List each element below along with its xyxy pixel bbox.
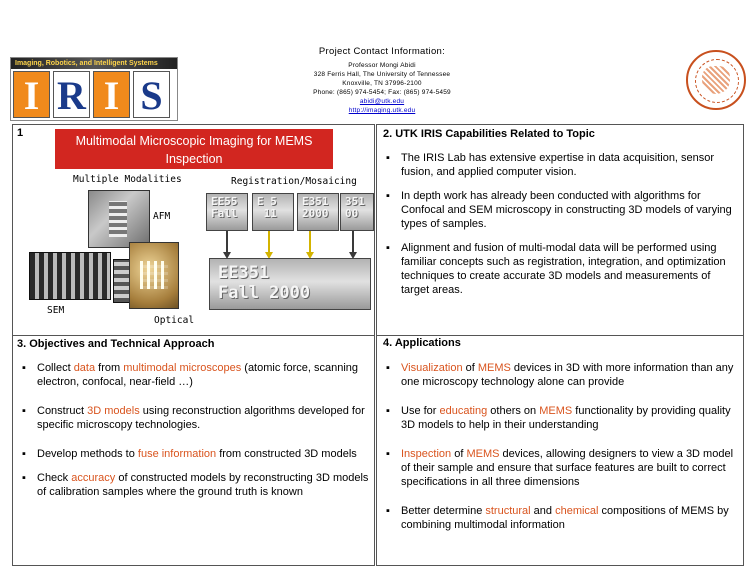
sem-comb-image <box>29 252 111 300</box>
list-item: ▪ The IRIS Lab has extensive expertise in data acquisition, sensor fusion, and applied computer vision. <box>377 151 735 179</box>
sem-mosaic-image: EE351 Fall 2000 <box>209 258 371 310</box>
contact-phone: Phone: (865) 974-5454; Fax: (865) 974-5459 <box>313 89 451 96</box>
contact-name: Professor Mongi Abidi <box>348 62 416 69</box>
section-2-title: 2. UTK IRIS Capabilities Related to Topic <box>383 128 595 140</box>
label-registration-mosaicing: Registration/Mosaicing <box>231 176 357 187</box>
seal-emblem <box>702 66 730 94</box>
afm-image <box>88 190 150 248</box>
label-afm: AFM <box>153 211 171 222</box>
list-item: ▪ Collect data from multimodal microscopes (atomic force, scanning electron, confocal, near-field …) <box>13 361 371 389</box>
section-4-title: 4. Applications <box>383 337 461 349</box>
list-item: ▪ Alignment and fusion of multi-modal data will be performed using familiar concepts such as registration, integration, and optimization techniques to create accurate 3D models and measurements of target areas. <box>377 241 735 297</box>
sem-tile-2: E 5 11 <box>252 193 294 231</box>
contact-city: Knoxville, TN 37996-2100 <box>342 80 422 87</box>
list-item: ▪ Use for educating others on MEMS functionality by providing quality 3D models to help in their understanding <box>377 404 739 432</box>
section-3-title: 3. Objectives and Technical Approach <box>17 338 215 350</box>
contact-address: 328 Ferris Hall, The University of Tennessee <box>313 71 451 78</box>
sem-tile-1: EE55 Fall <box>206 193 248 231</box>
label-sem: SEM <box>47 305 65 316</box>
list-item: ▪ Develop methods to fuse information from constructed 3D models <box>13 447 371 461</box>
iris-logo <box>10 57 178 121</box>
sem-tile-4: 351 00 <box>340 193 374 231</box>
list-item: ▪ In depth work has already been conducted with algorithms for Confocal and SEM microscopy in constructing 3D models of varying types of samples. <box>377 189 735 231</box>
logo-tagline: Imaging, Robotics, and Intelligent Systems <box>11 58 177 69</box>
sem-tile-3: E351 2000 <box>297 193 339 231</box>
logo-letter-r: R <box>53 71 90 118</box>
section-1-number: 1 <box>17 127 24 139</box>
label-optical: Optical <box>154 315 195 326</box>
section-1-panel <box>12 124 375 336</box>
logo-letter-s: S <box>133 71 170 118</box>
list-item: ▪ Better determine structural and chemical compositions of MEMS by combining multimodal information <box>377 504 739 532</box>
section-2-panel <box>376 124 744 336</box>
contact-url-link[interactable]: http://imaging.utk.edu <box>348 107 416 114</box>
section-1-banner <box>55 129 333 169</box>
section-3-panel <box>12 335 375 566</box>
university-seal-icon <box>686 50 746 110</box>
contact-email-link[interactable]: abidi@utk.edu <box>359 98 405 105</box>
list-item: ▪ Inspection of MEMS devices, allowing designers to view a 3D model of their sample and ensure that surface features are built to correct specifications in all three dimensions <box>377 447 739 489</box>
logo-letter-i2: I <box>93 71 130 118</box>
contact-info <box>280 46 484 115</box>
list-item: ▪ Check accuracy of constructed models by reconstructing 3D models of calibration samples where the ground truth is known <box>13 471 371 499</box>
logo-letter-i1: I <box>13 71 50 118</box>
contact-title: Project Contact Information: <box>318 46 446 57</box>
arrow-3 <box>309 231 311 253</box>
section-4-panel <box>376 335 744 566</box>
list-item: ▪ Construct 3D models using reconstruction algorithms developed for specific microscopy technologies. <box>13 404 371 432</box>
section-1-title-line2: Inspection <box>165 152 223 166</box>
logo-letters <box>13 71 170 119</box>
arrow-1 <box>226 231 228 253</box>
section-1-title-line1: Multimodal Microscopic Imaging for MEMS <box>75 134 313 148</box>
arrow-2 <box>268 231 270 253</box>
optical-image <box>129 242 179 309</box>
section-4-list <box>377 361 739 532</box>
section-2-list <box>377 151 735 297</box>
label-multiple-modalities: Multiple Modalities <box>73 174 182 185</box>
list-item: ▪ Visualization of MEMS devices in 3D with more information than any one microscopy technology alone can provide <box>377 361 739 389</box>
arrow-4 <box>352 231 354 253</box>
section-3-list <box>13 361 371 499</box>
